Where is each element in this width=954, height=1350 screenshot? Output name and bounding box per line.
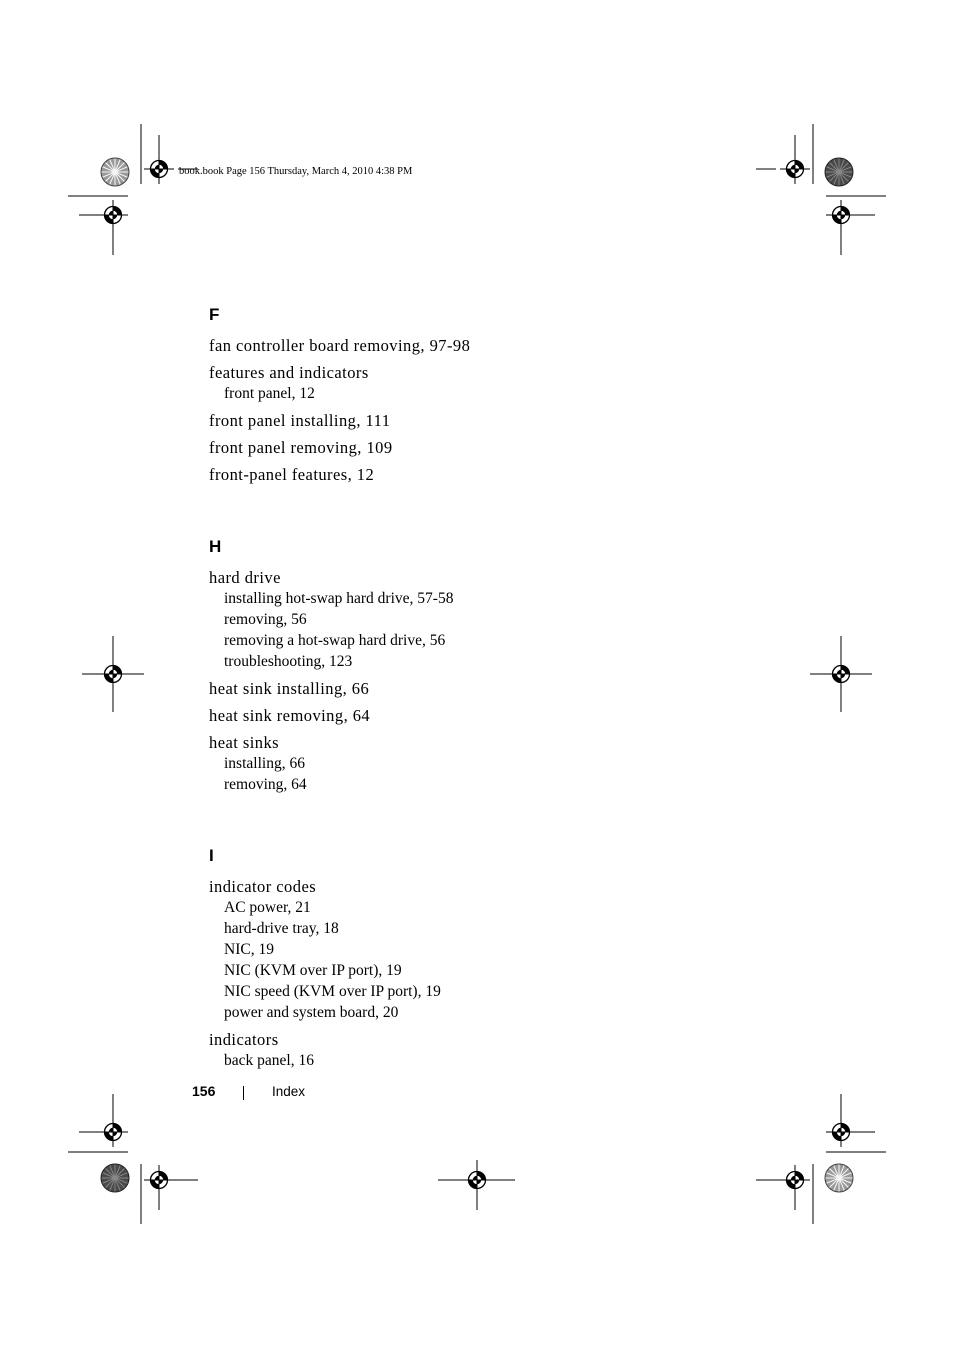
- index-content: [209, 304, 729, 1077]
- index-entry: [209, 567, 729, 672]
- color-target-icon: [825, 158, 853, 186]
- registration-mark-icon: [98, 200, 128, 230]
- registration-mark-icon: [98, 1117, 128, 1147]
- registration-mark-icon: [826, 200, 856, 230]
- footer-divider: [243, 1086, 244, 1100]
- index-subentry: removing a hot-swap hard drive, 56: [224, 632, 446, 649]
- index-subentry: front panel, 12: [224, 385, 315, 402]
- index-entry: [209, 335, 729, 356]
- index-entry: [209, 1029, 729, 1071]
- index-entry: [209, 732, 729, 795]
- index-entry: [209, 678, 729, 699]
- index-subentry: troubleshooting, 123: [224, 653, 353, 670]
- index-section-f: [209, 304, 729, 485]
- index-term: heat sink installing, 66: [209, 679, 370, 698]
- index-subentry: power and system board, 20: [224, 1004, 399, 1021]
- index-subentry: back panel, 16: [224, 1052, 314, 1069]
- color-target-icon: [101, 1164, 129, 1192]
- index-subentry: NIC, 19: [224, 941, 274, 958]
- index-subentry: removing, 56: [224, 611, 307, 628]
- section-letter: I: [209, 846, 214, 865]
- index-term: heat sink removing, 64: [209, 706, 371, 725]
- registration-mark-icon: [780, 154, 810, 184]
- index-term: heat sinks: [209, 733, 280, 752]
- index-subentry: removing, 64: [224, 776, 307, 793]
- index-entry: [209, 464, 729, 485]
- registration-mark-icon: [826, 1117, 856, 1147]
- index-term: features and indicators: [209, 363, 369, 382]
- index-term: front panel removing, 109: [209, 438, 393, 457]
- page-number: 156: [192, 1083, 216, 1099]
- index-section-i: [209, 845, 729, 1071]
- index-term: fan controller board removing, 97-98: [209, 336, 471, 355]
- section-letter: F: [209, 305, 220, 324]
- index-subentry: AC power, 21: [224, 899, 311, 916]
- index-entry: [209, 362, 729, 404]
- index-subentry: NIC speed (KVM over IP port), 19: [224, 983, 441, 1000]
- registration-mark-icon: [462, 1165, 492, 1195]
- registration-mark-icon: [826, 659, 856, 689]
- index-term: indicator codes: [209, 877, 317, 896]
- print-slug: book.book Page 156 Thursday, March 4, 2010 4:38 PM: [179, 166, 413, 177]
- footer-section-label: Index: [272, 1084, 306, 1099]
- color-target-icon: [825, 1164, 853, 1192]
- index-entry: [209, 437, 729, 458]
- index-term: front panel installing, 111: [209, 411, 391, 430]
- registration-mark-icon: [780, 1165, 810, 1195]
- index-subentry: installing hot-swap hard drive, 57-58: [224, 590, 454, 607]
- color-target-icon: [101, 158, 129, 186]
- index-subentry: hard-drive tray, 18: [224, 920, 339, 937]
- registration-mark-icon: [144, 154, 174, 184]
- section-letter: H: [209, 537, 222, 556]
- index-entry: [209, 410, 729, 431]
- index-subentry: installing, 66: [224, 755, 305, 772]
- registration-mark-icon: [98, 659, 128, 689]
- registration-mark-icon: [144, 1165, 174, 1195]
- index-entry: [209, 876, 729, 1023]
- index-section-h: [209, 536, 729, 795]
- index-term: indicators: [209, 1030, 279, 1049]
- index-subentry: NIC (KVM over IP port), 19: [224, 962, 402, 979]
- index-term: front-panel features, 12: [209, 465, 375, 484]
- index-entry: [209, 705, 729, 726]
- index-term: hard drive: [209, 568, 281, 587]
